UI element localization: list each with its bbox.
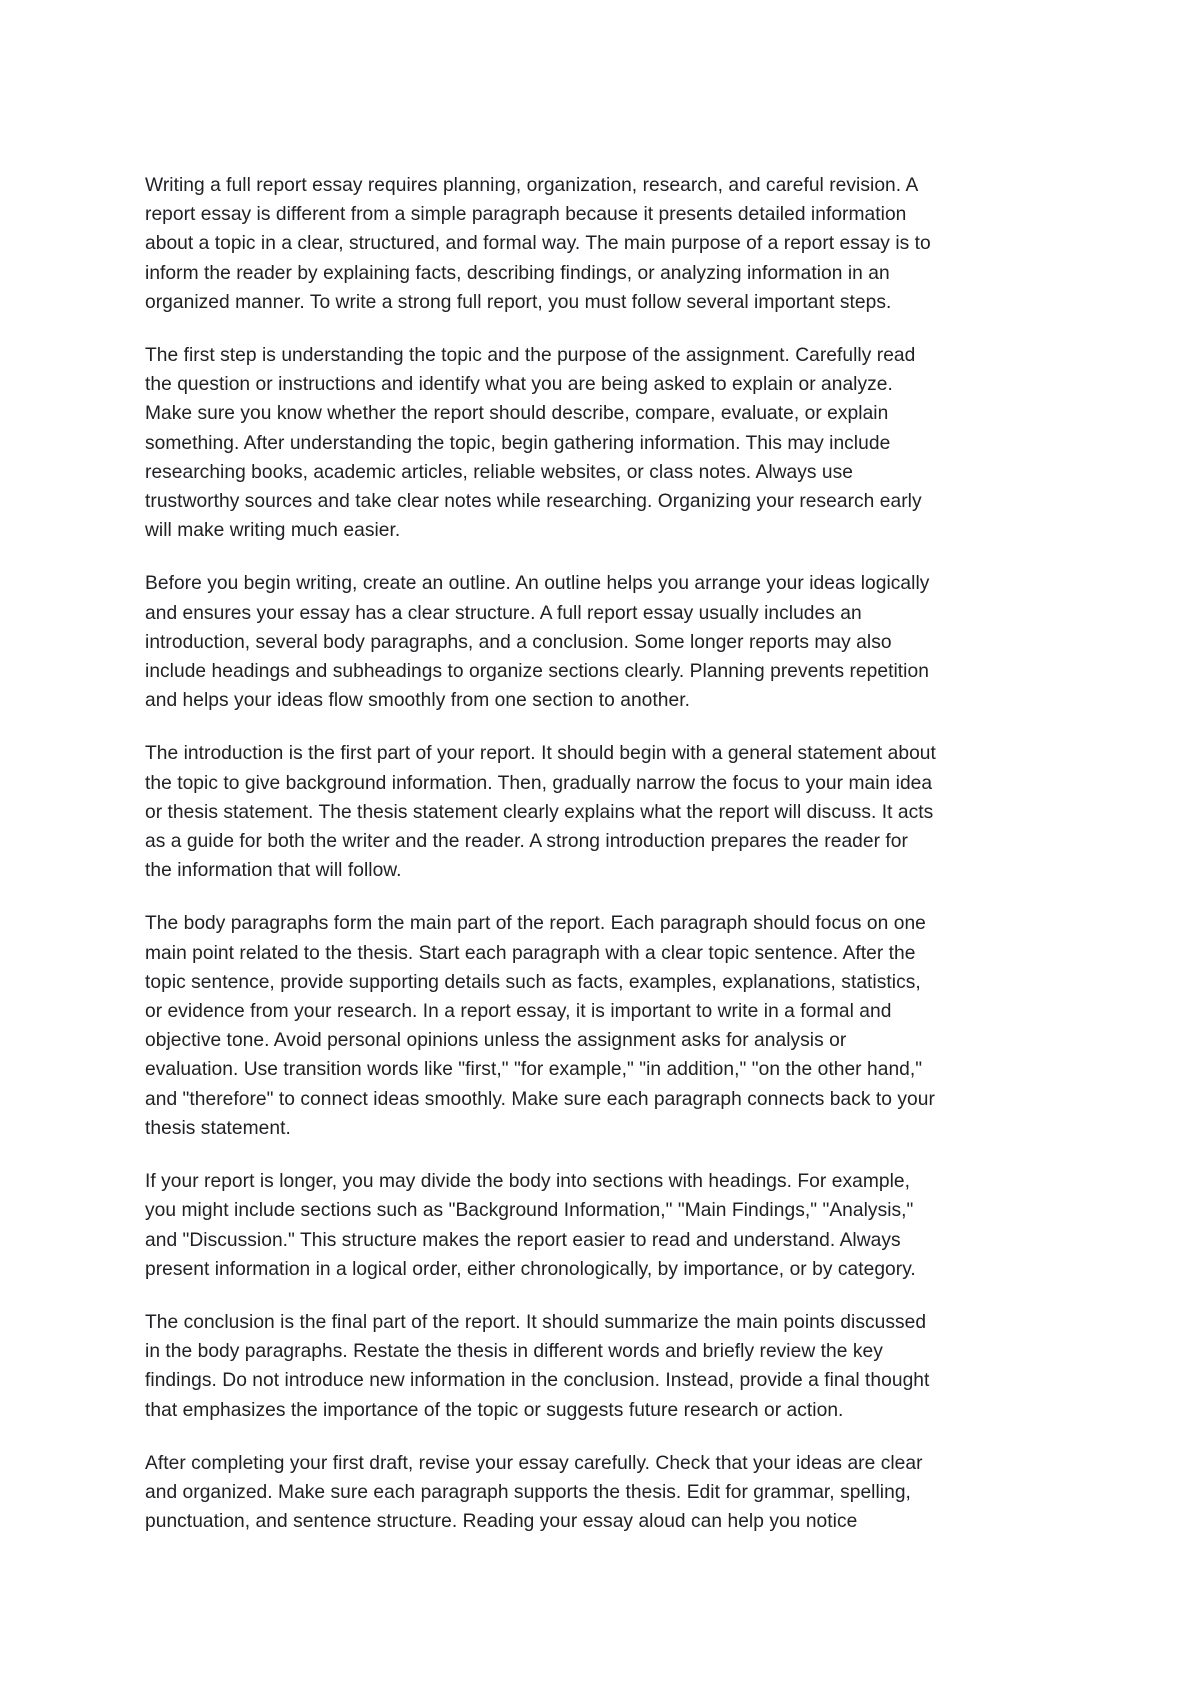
paragraph-understanding-topic [145, 341, 1065, 545]
text-line: introduction, several body paragraphs, and a conclusion. Some longer reports may also [145, 631, 892, 653]
document-body [145, 171, 1065, 1560]
text-line: The conclusion is the final part of the report. It should summarize the main points discussed [145, 1311, 927, 1333]
text-line: inform the reader by explaining facts, describing findings, or analyzing information in an [145, 262, 890, 284]
text-line: Before you begin writing, create an outline. An outline helps you arrange your ideas logically [145, 573, 930, 595]
text-line: and helps your ideas flow smoothly from one section to another. [145, 690, 690, 712]
paragraph-revision [145, 1449, 1065, 1537]
text-line: in the body paragraphs. Restate the thesis in different words and briefly review the key [145, 1341, 883, 1363]
text-line: the information that will follow. [145, 860, 402, 882]
text-line: findings. Do not introduce new information in the conclusion. Instead, provide a final thought [145, 1370, 930, 1392]
paragraph-sections [145, 1167, 1065, 1284]
text-line: The body paragraphs form the main part of the report. Each paragraph should focus on one [145, 913, 926, 935]
text-line: If your report is longer, you may divide the body into sections with headings. For example, [145, 1171, 910, 1193]
text-line: something. After understanding the topic, begin gathering information. This may include [145, 432, 891, 454]
paragraph-body [145, 909, 1065, 1143]
text-line: evaluation. Use transition words like "first," "for example," "in addition," "on the other hand," [145, 1059, 923, 1081]
paragraph-introduction [145, 739, 1065, 885]
text-line: or evidence from your research. In a report essay, it is important to write in a formal and [145, 1001, 892, 1023]
text-line: Make sure you know whether the report should describe, compare, evaluate, or explain [145, 403, 889, 425]
text-line: After completing your first draft, revise your essay carefully. Check that your ideas are clear [145, 1452, 923, 1474]
text-line: and organized. Make sure each paragraph supports the thesis. Edit for grammar, spelling, [145, 1481, 911, 1503]
text-line: or thesis statement. The thesis statement clearly explains what the report will discuss. It acts [145, 801, 934, 823]
text-line: the topic to give background information. Then, gradually narrow the focus to your main idea [145, 772, 933, 794]
text-line: trustworthy sources and take clear notes while researching. Organizing your research early [145, 491, 922, 513]
text-line: the question or instructions and identify what you are being asked to explain or analyze. [145, 374, 893, 396]
paragraph-intro [145, 171, 1065, 317]
text-line: include headings and subheadings to organize sections clearly. Planning prevents repetition [145, 661, 929, 683]
text-line: thesis statement. [145, 1117, 291, 1139]
paragraph-conclusion [145, 1308, 1065, 1425]
text-line: will make writing much easier. [145, 520, 401, 542]
text-line: Writing a full report essay requires planning, organization, research, and careful revision. A [145, 175, 919, 196]
text-line: researching books, academic articles, reliable websites, or class notes. Always use [145, 461, 854, 483]
text-line: topic sentence, provide supporting details such as facts, examples, explanations, statistics, [145, 971, 921, 993]
text-line: present information in a logical order, either chronologically, by importance, or by category. [145, 1258, 916, 1280]
text-line: organized manner. To write a strong full report, you must follow several important steps. [145, 291, 892, 313]
text-line: as a guide for both the writer and the reader. A strong introduction prepares the reader for [145, 831, 908, 853]
text-line: main point related to the thesis. Start each paragraph with a clear topic sentence. After the [145, 942, 916, 964]
text-line: The first step is understanding the topic and the purpose of the assignment. Carefully read [145, 345, 916, 367]
text-line: that emphasizes the importance of the topic or suggests future research or action. [145, 1399, 844, 1421]
text-line: and ensures your essay has a clear structure. A full report essay usually includes an [145, 602, 862, 624]
text-line: and "Discussion." This structure makes the report easier to read and understand. Always [145, 1229, 901, 1251]
text-line: and "therefore" to connect ideas smoothly. Make sure each paragraph connects back to your [145, 1088, 935, 1110]
text-line: The introduction is the first part of your report. It should begin with a general statement about [145, 743, 936, 765]
text-line: you might include sections such as "Background Information," "Main Findings," "Analysis," [145, 1200, 914, 1222]
text-line: punctuation, and sentence structure. Reading your essay aloud can help you notice [145, 1511, 858, 1533]
text-line: about a topic in a clear, structured, and formal way. The main purpose of a report essay is to [145, 233, 931, 255]
text-line: objective tone. Avoid personal opinions unless the assignment asks for analysis or [145, 1030, 847, 1052]
text-line: report essay is different from a simple paragraph because it presents detailed information [145, 204, 907, 226]
paragraph-outline [145, 569, 1065, 715]
